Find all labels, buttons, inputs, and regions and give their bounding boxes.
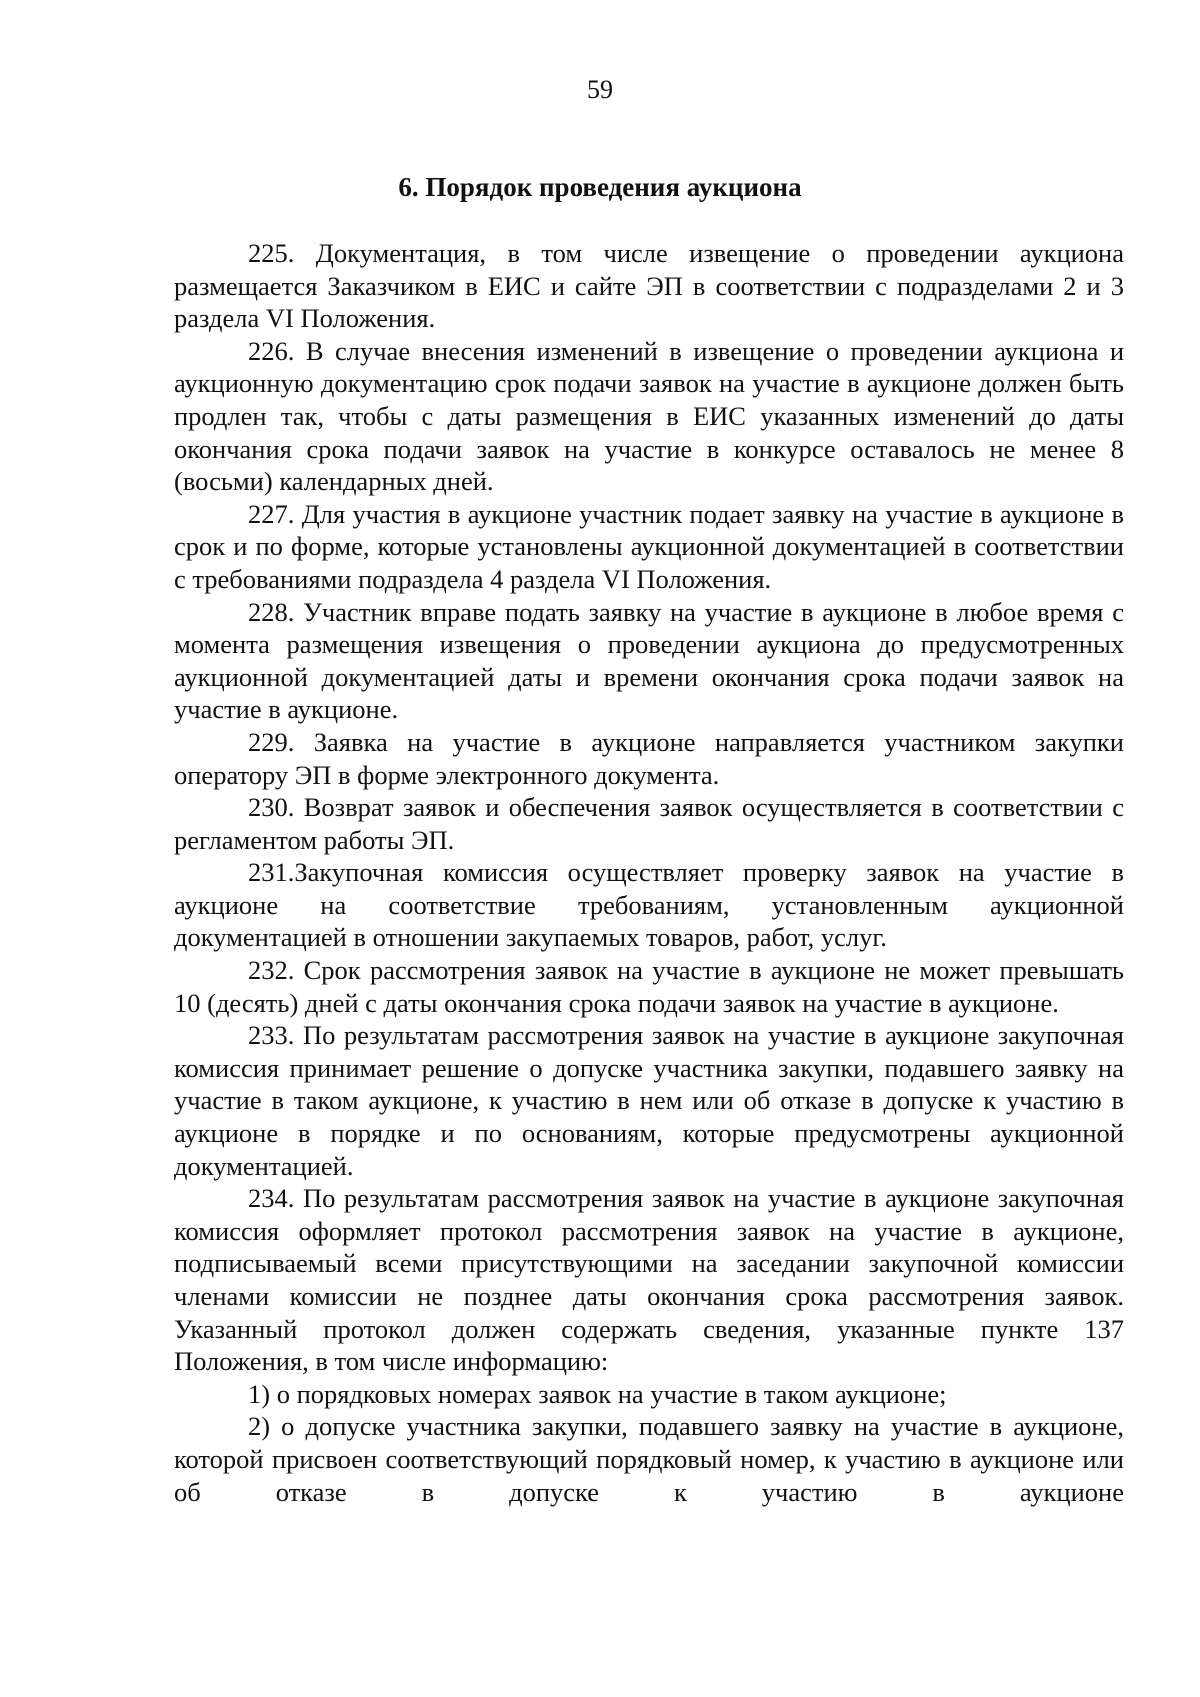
paragraph-233: 233. По результатам рассмотрения заявок на участие в аукционе закупочная комиссия принимает решение о допуске участника закупки, подавшего заявку на участие в таком аукционе, к участию в нем или об отказе в допуске к участию в аукционе в порядке и по основаниям, которые предусмотрены аукционной документацией. — [174, 1020, 1124, 1181]
paragraph-228: 228. Участник вправе подать заявку на участие в аукционе в любое время с момента размещения извещения о проведении аукциона до предусмотренных аукционной документацией даты и времени окончания срока подачи заявок на участие в аукционе. — [174, 596, 1124, 725]
paragraph-226: 226. В случае внесения изменений в извещение о проведении аукциона и аукционную документацию срок подачи заявок на участие в аукционе должен быть продлен так, чтобы с даты размещения в ЕИС указанных изменений до даты окончания срока подачи заявок на участие в конкурсе оставалось не менее 8 (восьми) календарных дней. — [174, 335, 1124, 497]
list-item-2: 2) о допуске участника закупки, подавшего заявку на участие в аукционе, которой присвоен соответствующий порядковый номер, к участию в аукционе или об отказе в допуске к участию в аукционе — [174, 1411, 1124, 1507]
paragraph-229: 229. Заявка на участие в аукционе направляется участником закупки оператору ЭП в форме электронного документа. — [174, 726, 1124, 790]
paragraph-234: 234. По результатам рассмотрения заявок на участие в аукционе закупочная комиссия оформляет протокол рассмотрения заявок на участие в аукционе, подписываемый всеми присутствующими на заседании закупочной комиссии членами комиссии не позднее даты окончания срока рассмотрения заявок. Указанный протокол должен содержать сведения, указанные пункте 137 Положения, в том числе информацию: — [174, 1183, 1124, 1377]
paragraph-225: 225. Документация, в том числе извещение о проведении аукциона размещается Заказчиком в ЕИС и сайте ЭП в соответствии с подразделами 2 и 3 раздела VI Положения. — [174, 238, 1124, 334]
section-title: 6. Порядок проведения аукциона — [398, 172, 802, 202]
body-text — [174, 237, 1124, 1508]
list-item-1: 1) о порядковых номерах заявок на участие в таком аукционе; — [248, 1378, 947, 1409]
paragraph-232: 232. Срок рассмотрения заявок на участие в аукционе не может превышать 10 (десять) дней с даты окончания срока подачи заявок на участие в аукционе. — [174, 955, 1124, 1018]
page-number: 59 — [587, 75, 613, 104]
paragraph-230: 230. Возврат заявок и обеспечения заявок осуществляется в соответствии с регламентом работы ЭП. — [174, 792, 1124, 855]
paragraph-227: 227. Для участия в аукционе участник подает заявку на участие в аукционе в срок и по форме, которые установлены аукционной документацией в соответствии с требованиями подраздела 4 раздела VI Положения. — [174, 498, 1124, 594]
paragraph-231: 231.Закупочная комиссия осуществляет проверку заявок на участие в аукционе на соответствие требованиям, установленным аукционной документацией в отношении закупаемых товаров, работ, услуг. — [174, 857, 1124, 953]
